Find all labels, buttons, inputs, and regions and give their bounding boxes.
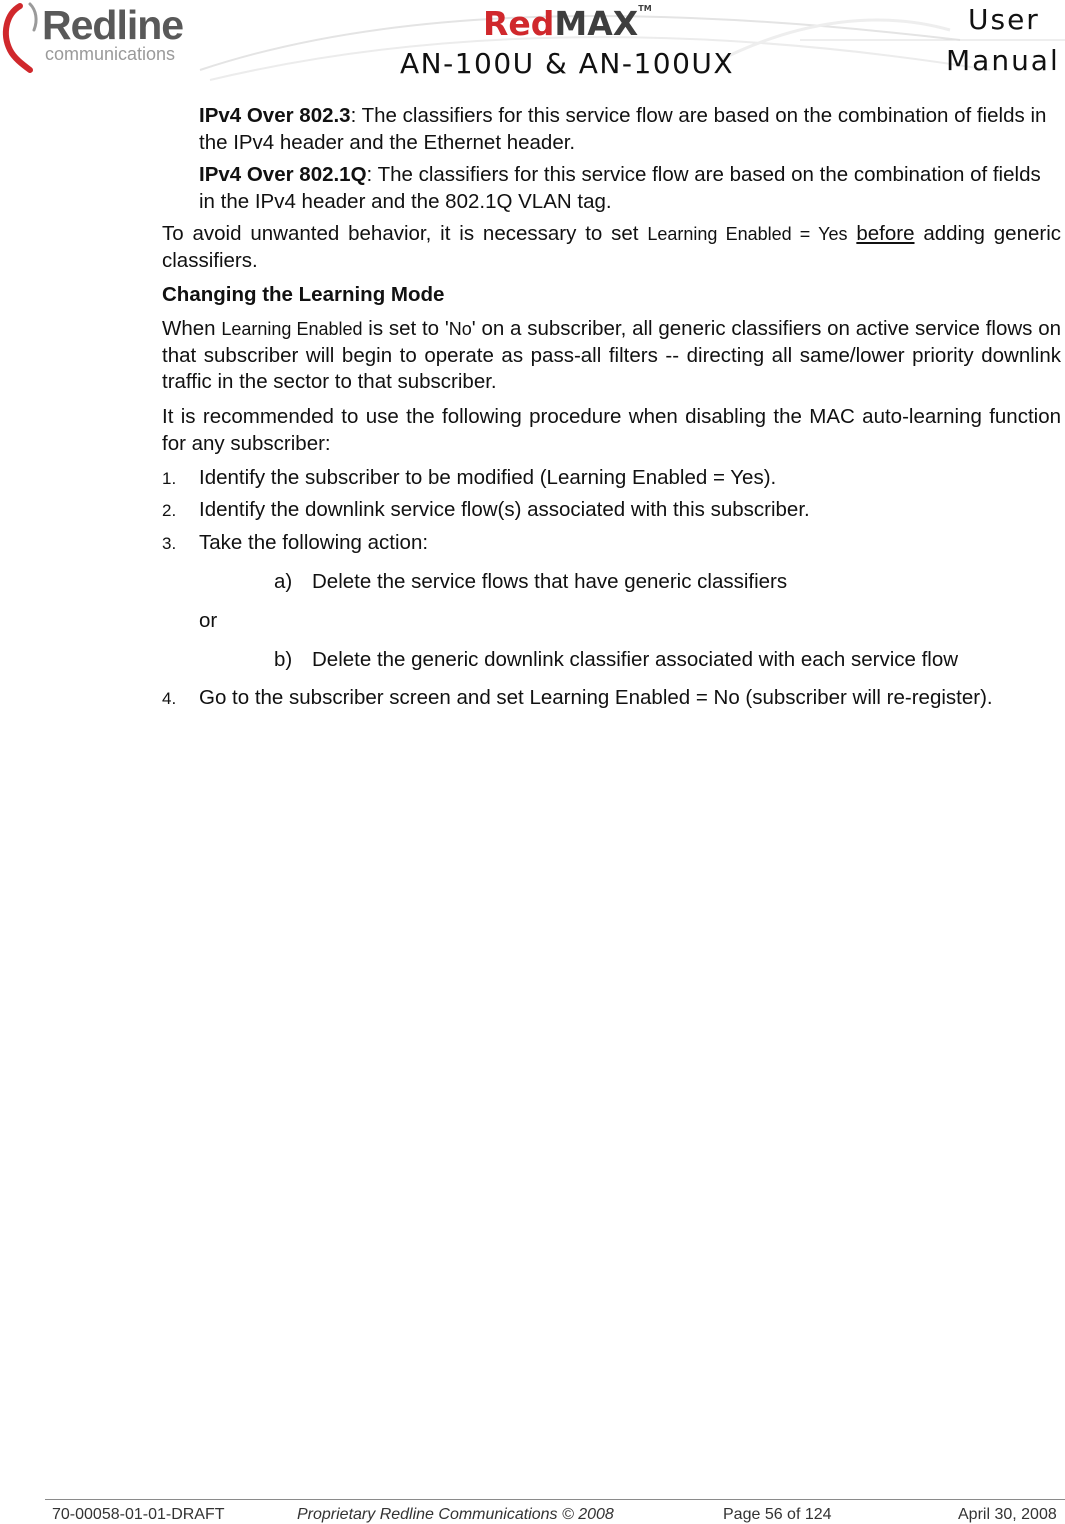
when-paragraph	[162, 316, 1061, 396]
redline-logo	[0, 0, 215, 80]
page-header	[0, 0, 1065, 92]
manual-title-line2: Manual	[946, 44, 1060, 77]
recommend-paragraph: It is recommended to use the following procedure when disabling the MAC auto-learning function for any subscriber:	[162, 405, 1061, 455]
when-setting: Learning Enabled	[221, 319, 363, 339]
avoid-behavior-paragraph	[162, 221, 1061, 274]
product-name: AN-100U & AN-100UX	[400, 47, 735, 80]
redline-logo-subtitle: communications	[45, 44, 176, 64]
footer-page-number: Page 56 of 124	[723, 1506, 832, 1523]
ipv4-8023-text: : The classifiers for this service flow are based on the combination of fields in the IPv4 header and the Ethernet header.	[199, 104, 1047, 154]
footer-divider	[45, 1499, 1065, 1500]
when-text-mid: is set to '	[362, 317, 449, 340]
avoid-text-post: adding generic classifiers.	[162, 222, 1061, 272]
step-text: Go to the subscriber screen and set Learning Enabled = No (subscriber will re-register).	[199, 686, 993, 709]
when-text-post: ' on a subscriber, all generic classifiers on active service flows on that subscriber will begin to operate as pass-all filters -- directing all same/lower priority downlink traffic in the sector to that subscriber.	[162, 317, 1061, 393]
step-text: Identify the subscriber to be modified (Learning Enabled = Yes).	[199, 466, 777, 489]
footer-date: April 30, 2008	[958, 1506, 1057, 1523]
ipv4-8021q-term: IPv4 Over 802.1Q	[199, 163, 367, 186]
ipv4-8023-term: IPv4 Over 802.3	[199, 104, 351, 127]
when-text-pre: When	[162, 317, 222, 340]
step-number: 3.	[162, 534, 177, 553]
redline-swoosh-icon	[0, 0, 44, 80]
avoid-text-pre: To avoid unwanted behavior, it is necessary to set	[162, 222, 648, 245]
ipv4-8021q-definition	[199, 162, 1061, 215]
ipv4-8021q-text: : The classifiers for this service flow are based on the combination of fields in the IPv4 header and the 802.1Q VLAN tag.	[199, 163, 1041, 213]
footer-doc-id: 70-00058-01-01-DRAFT	[52, 1506, 225, 1523]
sub-step-label: b)	[274, 648, 293, 671]
sub-step-label: a)	[274, 570, 293, 593]
when-value: No	[448, 319, 472, 339]
footer-copyright: Proprietary Redline Communications © 2008	[297, 1506, 614, 1523]
step-number: 4.	[162, 689, 177, 708]
manual-title-line1: User	[968, 3, 1040, 36]
step-text: Take the following action:	[199, 531, 429, 554]
step-number: 1.	[162, 469, 177, 488]
step-text: Identify the downlink service flow(s) associated with this subscriber.	[199, 498, 810, 521]
redline-logo-word: Redline	[42, 2, 184, 48]
avoid-setting: Learning Enabled = Yes	[647, 224, 848, 244]
ipv4-8023-definition	[199, 103, 1061, 156]
or-connector: or	[199, 609, 218, 632]
section-heading: Changing the Learning Mode	[162, 283, 445, 306]
redmax-logo-red: Red	[483, 4, 555, 43]
trademark-mark: TM	[638, 4, 652, 13]
redmax-logo	[483, 4, 652, 42]
avoid-emphasis: before	[856, 222, 915, 245]
step-number: 2.	[162, 501, 177, 520]
sub-step-text: Delete the service flows that have generic classifiers	[312, 570, 788, 593]
sub-step-text: Delete the generic downlink classifier associated with each service flow	[312, 648, 959, 671]
redmax-logo-max: MAX	[554, 4, 639, 43]
